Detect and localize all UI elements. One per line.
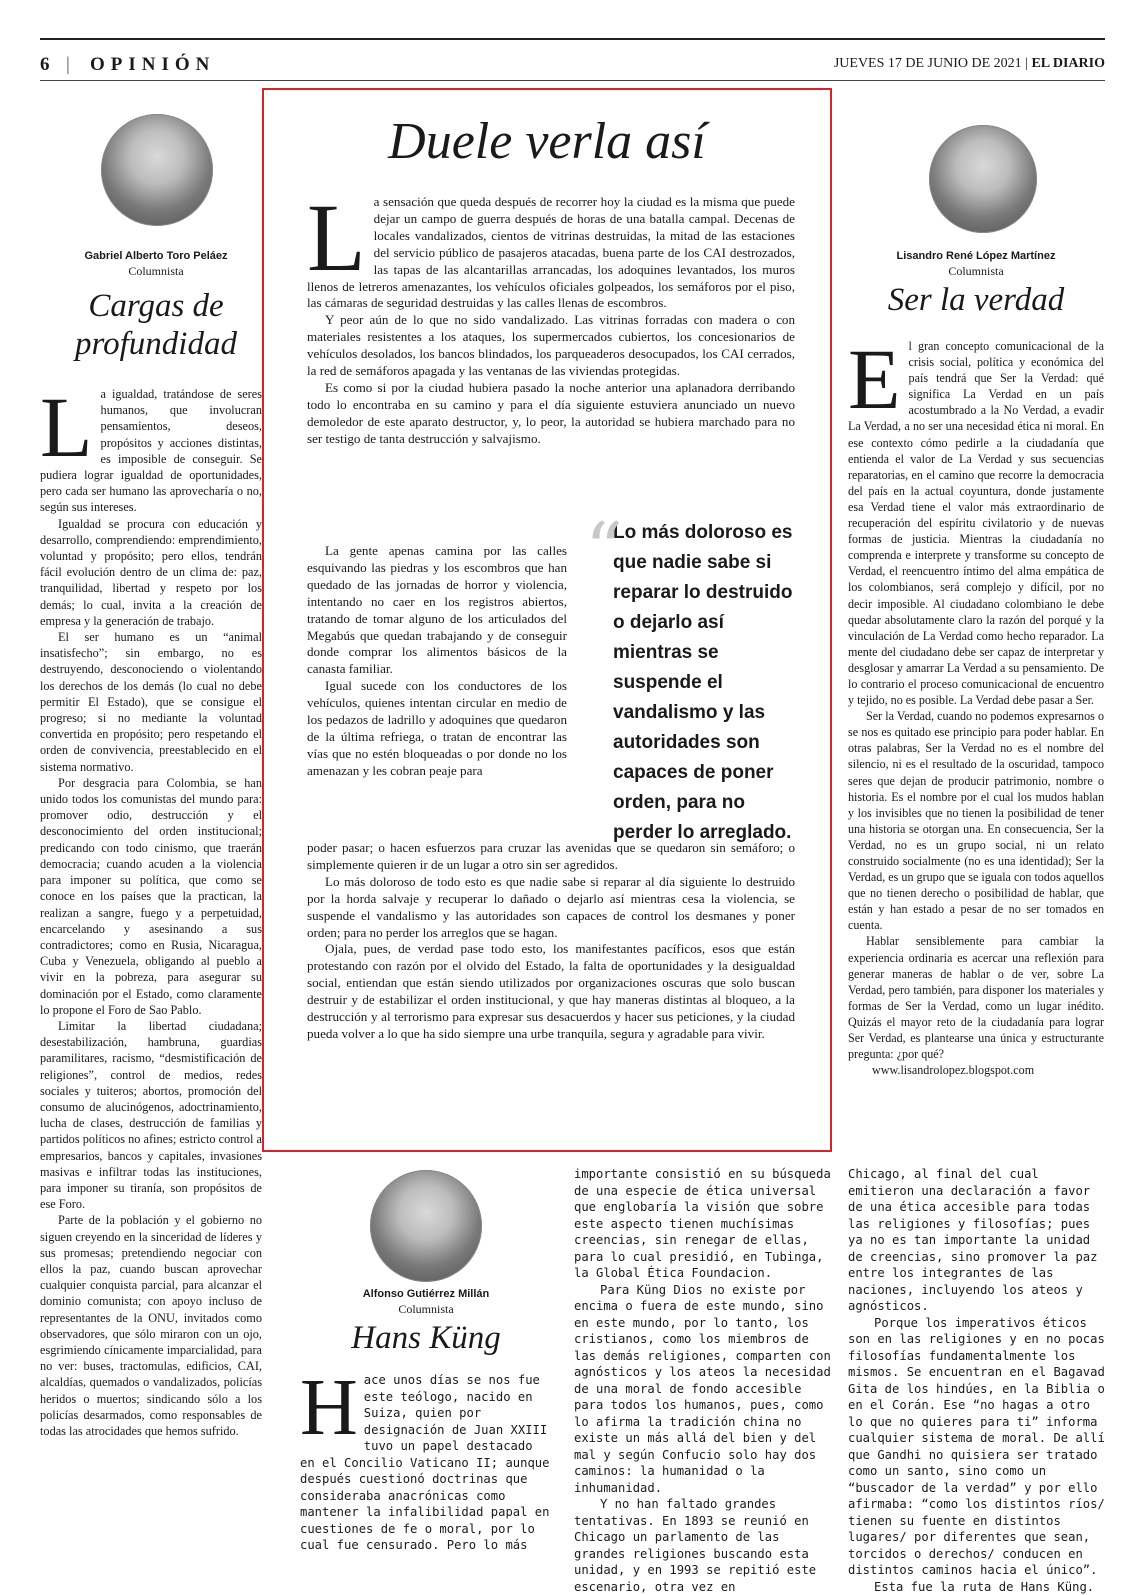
dateline — [834, 56, 1105, 72]
paragraph: Para Küng Dios no existe por encima o fuera de este mundo, sino en este mundo, por lo tanto, los cristianos, como los miembros de las demás religiones, comparten con agnósticos y los ateos la necesidad de una moral de fondo accesible para todos los humanos, pues, como lo afirma la tradición china no existe un más allá del bien y del mal y según Confucio solo hay dos caminos: la humanidad o la inhumanidad. — [574, 1282, 832, 1497]
pull-quote-text: Lo más doloroso es que nadie sabe si reparar lo destruido o dejarlo así mientras se suspende el vandalismo y las autoridades son capaces de poner orden, para no perder lo arreglado. — [585, 518, 800, 848]
page-number: 6 — [40, 54, 51, 76]
paragraph: Y peor aún de lo que no sido vandalizado. Las vitrinas forradas con madera o con materiales resistentes a los ataques, los supermercados cubiertos, los concesionarios de vehículos desolados, los bancos blindados, los parqueaderos desocupados, los CAI cerrados, la red de semáforos apagada y las ventanas de las viviendas protegidas. — [307, 312, 795, 380]
paragraph: El ser humano es un “animal insatisfecho”; sin embargo, no es destruyendo, desconociendo o violentando los derechos de los demás (lo cual no debe permitir El Estado), que se consigue el progreso; si no mediante la voluntad convertida en propósito; pero respetando el orden de convivencia, preestablecido en el sistema normativo. — [40, 629, 262, 775]
column-body-col2 — [574, 1166, 832, 1595]
author-name: Alfonso Gutiérrez Millán — [300, 1288, 552, 1300]
paragraph: Por desgracia para Colombia, se han unido todos los comunistas del mundo para: promover odio, destrucción y el desconocimiento del orden institucional; predicando con todo cinismo, que traerán democracia; cuando acuden a la violencia para imponer su política, que como se conoce en los países que la practican, la realizan a sangre, fuego y a perpetuidad, encarcelando y asesinando a sus contradictores; como en Rusia, Nicaragua, Cuba y Venezuela, obligando al pueblo a vivir en la pobreza, para asegurar su dominación por el Estado, como claramente lo propone el Foro de Sao Pablo. — [40, 775, 262, 1018]
paragraph: ace unos días se nos fue este teólogo, nacido en Suiza, quien por designación de Juan XXIII tuvo un papel destacado en el Concilio Vaticano II; aunque después cuestionó doctrinas que consideraba anacrónicas como mantener la infalibilidad papal en cuestiones de fe o moral, por lo cual fue censurado. Pero lo más — [300, 1372, 554, 1554]
drop-cap: E — [848, 344, 901, 414]
paragraph: a sensación que queda después de recorrer hoy la ciudad es la misma que puede dejar un campo de guerra después de horas de una batalla campal. Decenas de locales vandalizados, cientos de vitrinas destruidas, la mitad de las estaciones del servicio público de pasajeros atacadas, buena parte de los CAI destrozados, las tapas de las alcantarillas arrancadas, los adoquines levantados, los muros llenos de letreros amenazantes, los vehículos oficiales golpeados, los semáforos por el piso, las cámaras de seguridad destruidas y las calles llenas de escombros. — [307, 194, 795, 312]
paragraph: Ojala, pues, de verdad pase todo esto, los manifestantes pacíficos, esos que están protestando con razón por el olvido del Estado, la falta de oportunidades y la desigualdad social, entiendan que están siendo utilizados por organizaciones oscuras que solo buscan destruir y de estabilizar el orden institucional, y que hay maneras distintas al bloqueo, a la destrucción y al terrorismo para expresar sus desacuerdos y hacer sus peticiones, y la ciudad pueda volver a lo que ha sido siempre una urbe tranquila, segura y agradable para vivir. — [307, 941, 795, 1042]
paragraph: Porque los imperativos éticos son en las religiones y en no pocas filosofías fundamentalmente los mismos. Se encuentran en el Bagavad Gita de los hindúes, en la Biblia o en el Corán. Ese “no hagas a otro lo que no quieres para ti” informa cualquier sistema de moral. De allí que Gandhi no quisiera ser tratado como un santo, sino como un “buscador de la verdad” y por ello afirmaba: “como los distintos ríos/ tienen su fuente en distintos lugares/ por diferentes que sean, torcidos o derechos/ conducen en distintos caminos hacia el único”. — [848, 1315, 1106, 1579]
author-name: Gabriel Alberto Toro Peláez — [40, 250, 272, 262]
column-body-col1 — [300, 1372, 554, 1554]
drop-cap: L — [307, 200, 366, 276]
header-separator: | — [66, 54, 70, 76]
paper-name: EL DIARIO — [1031, 56, 1105, 71]
paragraph: Chicago, al final del cual emitieron una declaración a favor de una ética accesible para todas las religiones y filosofías; pues ya no es tan importante la unidad de creencias, sino promover la paz entre los integrantes de las naciones, incluyendo los ateos y agnósticos. — [848, 1166, 1106, 1315]
editorial-body-narrow — [307, 543, 567, 780]
author-photo-lopez — [929, 125, 1037, 233]
paragraph: importante consistió en su búsqueda de una especie de ética universal que englobaría la visión que sobre este aspecto tienen muchísimas creencias, sin renegar de ellas, para lo cual presidió, en Tubinga, la Global Ética Foundacion. — [574, 1166, 832, 1282]
author-url[interactable]: www.lisandrolopez.blogspot.com — [848, 1062, 1104, 1078]
paragraph: l gran concepto comunicacional de la crisis social, política y económica del país tendrá que Ser la Verdad: qué significa La Verdad en un país acostumbrado a la No Verdad, a evadir La Verdad, a no ser una necesidad ética ni moral. En ese contexto cómo pedirle a la ciudadanía que entienda el valor de La Verdad y sus secuencias reparatorias, en el camino que recorre la democracia del país en la actual coyuntura, donde justamente esa Verdad tiene el valor más extraordinario de recuperación del espíritu civilatorio y de nuevas formas de justicia. Mientras la ciudadanía no comprenda e interprete y transforme su concepto de Verdad, el reencuentro íntimo del alma empática de los colombianos, será complejo y difícil, por no decir imposible. Al ciudadano colombiano le debe quedar absolutamente claro la razón del porqué y la vinculación de La Verdad como hecho reparador. La mente del ciudadano debe ser capaz de interpretar y desglosar y amarrar La Verdad a su pensamiento. De lo contrario el proceso comunicacional de encuentro y tejido, no es posible. La Verdad debe pasar a Ser. — [848, 338, 1104, 708]
paragraph: Esta fue la ruta de Hans Küng. — [848, 1579, 1106, 1595]
author-name: Lisandro René López Martínez — [848, 250, 1104, 262]
paragraph: Y no han faltado grandes tentativas. En 1893 se reunió en Chicago un parlamento de las grandes religiones buscando esta unidad, y en 1993 se repitió este escenario, otra vez en — [574, 1496, 832, 1595]
paragraph: Hablar sensiblemente para cambiar la experiencia ordinaria es acercar una reflexión para generar maneras de hablar o de ver, sobre La Verdad, pero también, para disponer los materiales y formas de Ser la Verdad, como un lugar inédito. Quizás el mayor reto de la ciudadanía para lograr Ser Verdad, es plantearse una única y estructurante pregunta: ¿por qué? — [848, 933, 1104, 1062]
column-title: Hans Küng — [300, 1320, 552, 1358]
editorial-body-top — [307, 194, 795, 448]
paragraph: a igualdad, tratándose de seres humanos, que involucran pensamientos, deseos, propósitos y acciones distintas, es imposible de conseguir. Se pudiera lograr igualdad de oportunidades, pero cada ser humano las aprovecharía o no, según sus intereses. — [40, 386, 262, 516]
paragraph: Limitar la libertad ciudadana; desestabilización, hambruna, guardias paramilitares, racismo, “desmistificación de religiones”, control de medios, redes sociales y tuiteros; abortos, promoción del consumo de alucinógenos, adoctrinamiento, lucha de clases, destrucción de familias y partidos políticos no afines; estricto control a empresarios, bancos y capitales, invasiones masivas e infiltrar todas las instituciones, para imponer su tiranía, son propósitos de ese Foro. — [40, 1018, 262, 1212]
author-role: Columnista — [848, 264, 1104, 279]
paragraph: Parte de la población y el gobierno no siguen creyendo en la sinceridad de líderes y sus promesas; pretendiendo negociar con ellos la paz, cuando buscan aprovechar cualquier conquista parcial, para alcanzar el dominio comunista; con apoyo incluso de representantes de la ONU, invitados como observadores, que sólo miraron con un ojo, esgrimiendo cínicamente imparcialidad, para no ver: buses, tractomulas, edificios, CAI, alcaldías, quemados o vandalizados, policías heridos o muertos; sindicando sólo a los policías desarmados, como responsables de todas las atrocidades que hemos sufrido. — [40, 1212, 262, 1439]
column-title: Cargas de profundidad — [56, 288, 256, 364]
paragraph: Ser la Verdad, cuando no podemos expresarnos o se nos es quitado ese principio para poder hablar. En otras palabras, Ser la Verdad no es el nombre del silencio, ni es el resultado de la oscuridad, tampoco seres que dejan de producir patrimonio, nombre o historia. Es el nombre por el cual los mudos hablan y los invisibles que no tienen la posibilidad de tener una historia se otorgan una. En consecuencia, Ser la Verdad, no es un grupo social, ni un relato construido socialmente (no es una identidad); Ser la Verdad, es un grupo que se iguala con todos aquellos que no tienen derecho o posibilidad de hablar, que están y han estado a pesar de no ser tomados en cuenta. — [848, 708, 1104, 933]
paragraph: Es como si por la ciudad hubiera pasado la noche anterior una aplanadora derribando todo lo encontraba en su camino y para el día siguiente estuviera anunciado un nuevo demoledor de este aparato destructor, y, lo peor, la autoridad se hubiera marchado para no ser testigo de tanta destrucción y salvajismo. — [307, 380, 795, 448]
paragraph: Lo más doloroso de todo esto es que nadie sabe si reparar al día siguiente lo destruido por la horda salvaje y recuperar lo dañado o dejarlo así mientras cesa la violencia, se suspende el vandalismo y las autoridades son capaces de control los desmanes y poner orden; para no perder los arreglos que se hagan. — [307, 874, 795, 942]
column-title: Ser la verdad — [848, 282, 1104, 320]
paragraph: La gente apenas camina por las calles esquivando las piedras y los escombros que han quedado de las jornadas de horror y violencia, intentando no caer en los registros abiertos, tratando de tomar alguno de los articulados del Megabús que quedan trabajando y de conseguir donde comprar los alimentos básicos de la canasta familiar. — [307, 543, 567, 678]
header-bottom-rule — [40, 80, 1105, 81]
pull-quote — [585, 518, 800, 848]
date: JUEVES 17 DE JUNIO DE 2021 | — [834, 56, 1028, 71]
column-body — [40, 386, 262, 1439]
paragraph: Igual sucede con los conductores de los vehículos, quienes intentan circular en medio de los pedazos de ladrillo y adoquines que quedaron de la última refriega, o tratan de encontrar las vías que no estén bloqueadas o por donde no los amenazan y les cobran peaje para — [307, 678, 567, 779]
quote-mark: “ — [585, 520, 623, 580]
drop-cap: L — [40, 392, 93, 462]
drop-cap: H — [300, 1376, 358, 1440]
author-photo-gutierrez — [370, 1170, 482, 1282]
paragraph: Igualdad se procura con educación y desarrollo, comprendiendo: emprendimiento, voluntad y propósito; pero ellos, tendrán fácil evolución dentro de un clima de: paz, tranquilidad, libertad y respeto por los demás; lo cual, invita a la creación de empresa y la generación de trabajo. — [40, 516, 262, 629]
author-photo-toro — [101, 114, 213, 226]
header-top-rule — [40, 38, 1105, 40]
column-body — [848, 338, 1104, 1078]
editorial-body-bottom — [307, 840, 795, 1043]
editorial-title: Duele verla así — [270, 112, 824, 171]
author-role: Columnista — [300, 1302, 552, 1317]
section-name: OPINIÓN — [90, 54, 215, 76]
column-body-col3 — [848, 1166, 1106, 1595]
author-role: Columnista — [40, 264, 272, 279]
paragraph: poder pasar; o hacen esfuerzos para cruzar las avenidas que se quedaron sin semáforo; o simplemente quieren ir de un lugar a otro sin ser agredidos. — [307, 840, 795, 874]
